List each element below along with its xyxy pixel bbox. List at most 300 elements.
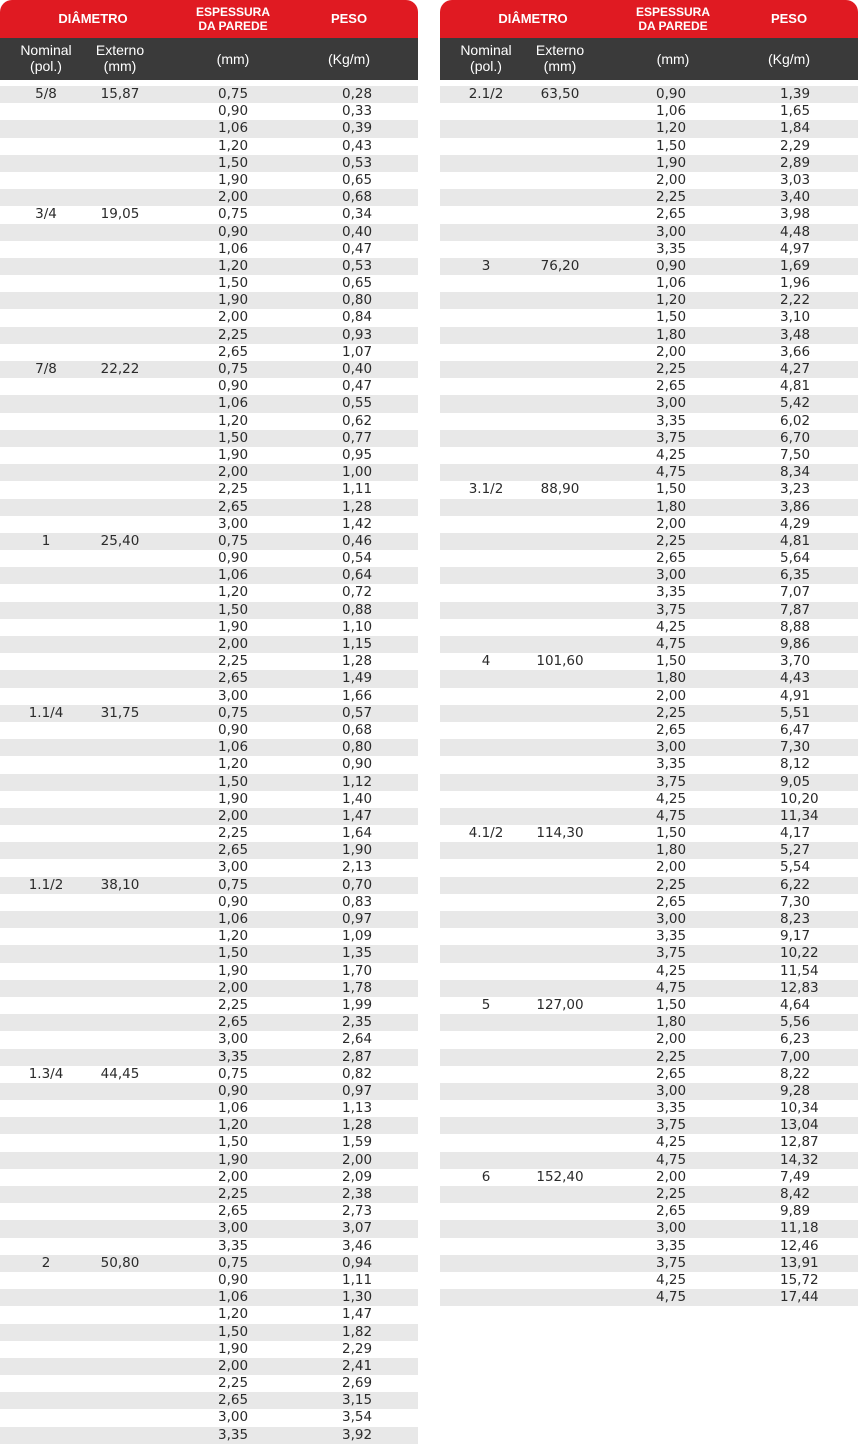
- peso-cell: 1,30: [342, 1289, 373, 1306]
- nominal-cell: 1.3/4: [28, 1065, 64, 1082]
- table-row: [0, 774, 418, 791]
- header-externo-label: Externo: [535, 42, 585, 58]
- table-row: [440, 447, 858, 464]
- peso-cell: 0,97: [342, 1082, 373, 1099]
- peso-cell: 1,40: [342, 790, 373, 807]
- table-row: [440, 945, 858, 962]
- header-espessura-line1: ESPESSURA: [195, 5, 271, 19]
- peso-cell: 1,99: [342, 996, 373, 1013]
- table-row: [0, 670, 418, 687]
- espessura-cell: 1,50: [218, 945, 249, 962]
- peso-cell: 1,69: [780, 257, 811, 274]
- peso-cell: 6,02: [780, 412, 811, 429]
- table-row: [440, 670, 858, 687]
- table-row: [440, 1083, 858, 1100]
- peso-cell: 1,15: [342, 636, 373, 652]
- peso-cell: 1,82: [342, 1323, 373, 1340]
- peso-cell: 7,30: [780, 893, 811, 910]
- espessura-cell: 1,20: [218, 137, 249, 154]
- table-row: [440, 653, 858, 670]
- peso-cell: 1,90: [342, 842, 373, 859]
- espessura-cell: 1,20: [218, 928, 249, 945]
- peso-cell: 1,10: [342, 618, 373, 635]
- espessura-cell: 0,90: [218, 103, 249, 120]
- espessura-cell: 3,00: [656, 911, 687, 927]
- espessura-cell: 1,06: [218, 567, 249, 584]
- table-row: [0, 636, 418, 653]
- peso-cell: 1,28: [342, 653, 373, 670]
- table-row: [440, 550, 858, 567]
- table-row: [0, 292, 418, 309]
- table-row: [440, 1272, 858, 1289]
- table-row: [0, 877, 418, 894]
- peso-cell: 13,91: [780, 1254, 819, 1271]
- table-row: [0, 1409, 418, 1426]
- peso-cell: 6,70: [780, 429, 811, 446]
- externo-cell: 50,80: [100, 1254, 140, 1271]
- espessura-cell: 0,75: [218, 361, 249, 377]
- table-row: [0, 602, 418, 619]
- espessura-cell: 2,00: [218, 309, 249, 326]
- table-row: [0, 550, 418, 567]
- espessura-cell: 2,00: [218, 1168, 249, 1185]
- espessura-cell: 1,80: [656, 842, 687, 859]
- espessura-cell: 1,20: [218, 1306, 249, 1323]
- table-row: [440, 275, 858, 292]
- espessura-cell: 4,25: [656, 618, 687, 635]
- espessura-cell: 1,20: [656, 292, 687, 309]
- peso-cell: 9,17: [780, 928, 811, 945]
- externo-cell: 44,45: [100, 1065, 140, 1082]
- header-nominal-unit: (pol.): [470, 58, 502, 74]
- table-row: [440, 172, 858, 189]
- table-row: [440, 344, 858, 361]
- peso-cell: 3,92: [342, 1426, 373, 1443]
- espessura-cell: 1,06: [218, 240, 249, 257]
- espessura-cell: 2,65: [218, 842, 249, 859]
- espessura-cell: 2,00: [656, 687, 687, 704]
- peso-cell: 0,94: [342, 1254, 373, 1271]
- table-row: [440, 206, 858, 223]
- peso-cell: 10,34: [780, 1100, 819, 1117]
- espessura-cell: 2,00: [656, 171, 687, 188]
- externo-cell: 63,50: [540, 86, 580, 102]
- table-row: [440, 481, 858, 498]
- table-row: [0, 1375, 418, 1392]
- table-row: [0, 1324, 418, 1341]
- table-body-right: [440, 86, 858, 1306]
- externo-cell: 114,30: [536, 825, 584, 842]
- table-row: [0, 842, 418, 859]
- table-row: [0, 619, 418, 636]
- pipe-table-right: [440, 0, 858, 1306]
- externo-cell: 25,40: [100, 532, 140, 549]
- espessura-cell: 2,00: [656, 1168, 687, 1185]
- espessura-cell: 2,25: [218, 825, 249, 842]
- espessura-cell: 1,06: [218, 911, 249, 927]
- espessura-cell: 0,90: [218, 1271, 249, 1288]
- espessura-cell: 3,00: [656, 567, 687, 584]
- table-row: [440, 825, 858, 842]
- espessura-cell: 2,65: [218, 498, 249, 515]
- header-peso: PESO: [330, 11, 368, 26]
- peso-cell: 0,70: [342, 876, 373, 893]
- table-header-units: [440, 38, 858, 80]
- espessura-cell: 4,25: [656, 446, 687, 463]
- espessura-cell: 3,75: [656, 773, 687, 790]
- table-row: [0, 189, 418, 206]
- table-row: [440, 189, 858, 206]
- peso-cell: 0,40: [342, 223, 373, 240]
- espessura-cell: 3,35: [656, 928, 687, 945]
- peso-cell: 15,72: [780, 1271, 819, 1288]
- table-row: [0, 413, 418, 430]
- espessura-cell: 1,50: [218, 154, 249, 171]
- table-row: [0, 739, 418, 756]
- espessura-cell: 1,80: [656, 670, 687, 687]
- table-row: [440, 808, 858, 825]
- table-header-primary: [0, 0, 418, 38]
- espessura-cell: 2,25: [218, 326, 249, 343]
- espessura-cell: 4,25: [656, 1134, 687, 1151]
- espessura-cell: 3,00: [656, 1082, 687, 1099]
- espessura-cell: 2,25: [218, 996, 249, 1013]
- espessura-cell: 0,90: [218, 893, 249, 910]
- table-row: [0, 653, 418, 670]
- table-row: [0, 1220, 418, 1237]
- espessura-cell: 1,50: [218, 1134, 249, 1151]
- espessura-cell: 1,50: [218, 773, 249, 790]
- espessura-cell: 2,25: [656, 876, 687, 893]
- pipe-table-left: [0, 0, 418, 1444]
- espessura-cell: 2,00: [218, 636, 249, 652]
- table-row: [440, 516, 858, 533]
- table-row: [0, 567, 418, 584]
- table-row: [0, 344, 418, 361]
- espessura-cell: 1,06: [218, 1289, 249, 1306]
- table-row: [0, 120, 418, 137]
- peso-cell: 0,72: [342, 584, 373, 601]
- espessura-cell: 1,90: [218, 962, 249, 979]
- peso-cell: 1,39: [780, 86, 811, 102]
- peso-cell: 0,68: [342, 721, 373, 738]
- peso-cell: 3,70: [780, 653, 811, 670]
- espessura-cell: 1,90: [218, 618, 249, 635]
- table-body-left: [0, 86, 418, 1444]
- peso-cell: 0,82: [342, 1065, 373, 1082]
- espessura-cell: 1,80: [656, 326, 687, 343]
- peso-cell: 1,13: [342, 1100, 373, 1117]
- nominal-cell: 1.1/2: [28, 876, 64, 893]
- peso-cell: 0,55: [342, 395, 373, 412]
- espessura-cell: 0,90: [656, 86, 687, 102]
- header-espessura: [626, 5, 720, 33]
- table-row: [0, 756, 418, 773]
- header-peso: PESO: [770, 11, 808, 26]
- peso-cell: 0,47: [342, 240, 373, 257]
- peso-cell: 7,00: [780, 1048, 811, 1065]
- peso-cell: 0,39: [342, 120, 373, 137]
- espessura-cell: 2,65: [218, 670, 249, 687]
- table-row: [0, 1152, 418, 1169]
- peso-cell: 17,44: [780, 1289, 819, 1306]
- nominal-cell: 4.1/2: [468, 825, 504, 842]
- espessura-cell: 4,75: [656, 636, 687, 652]
- peso-cell: 8,22: [780, 1065, 811, 1082]
- table-row: [0, 1083, 418, 1100]
- table-row: [440, 120, 858, 137]
- espessura-cell: 4,25: [656, 790, 687, 807]
- nominal-cell: 6: [481, 1168, 491, 1185]
- espessura-cell: 3,35: [218, 1048, 249, 1065]
- espessura-cell: 2,65: [656, 1065, 687, 1082]
- table-row: [440, 567, 858, 584]
- peso-cell: 4,64: [780, 996, 811, 1013]
- table-row: [0, 1031, 418, 1048]
- table-row: [440, 1014, 858, 1031]
- espessura-cell: 1,20: [218, 756, 249, 773]
- espessura-cell: 0,75: [218, 876, 249, 893]
- peso-cell: 2,29: [780, 137, 811, 154]
- peso-cell: 0,80: [342, 292, 373, 309]
- table-row: [0, 945, 418, 962]
- table-row: [0, 155, 418, 172]
- table-row: [440, 791, 858, 808]
- espessura-cell: 3,00: [218, 859, 249, 876]
- espessura-cell: 3,35: [218, 1237, 249, 1254]
- peso-cell: 3,66: [780, 343, 811, 360]
- peso-cell: 5,64: [780, 550, 811, 567]
- peso-cell: 3,98: [780, 206, 811, 223]
- table-row: [0, 481, 418, 498]
- peso-cell: 0,97: [342, 911, 373, 927]
- peso-cell: 11,54: [780, 962, 819, 979]
- peso-cell: 0,53: [342, 257, 373, 274]
- espessura-cell: 3,35: [656, 1237, 687, 1254]
- nominal-cell: 2.1/2: [468, 86, 504, 102]
- table-row: [0, 1306, 418, 1323]
- espessura-cell: 1,06: [218, 739, 249, 756]
- espessura-cell: 3,75: [656, 1117, 687, 1134]
- espessura-cell: 2,65: [656, 1203, 687, 1220]
- table-row: [440, 533, 858, 550]
- peso-cell: 3,54: [342, 1409, 373, 1426]
- table-row: [0, 1289, 418, 1306]
- peso-cell: 3,48: [780, 326, 811, 343]
- header-nominal-label: Nominal: [20, 42, 72, 58]
- table-row: [440, 963, 858, 980]
- table-row: [440, 1100, 858, 1117]
- peso-cell: 0,46: [342, 532, 373, 549]
- peso-cell: 1,42: [342, 515, 373, 532]
- peso-cell: 2,38: [342, 1186, 373, 1202]
- peso-cell: 0,84: [342, 309, 373, 326]
- espessura-cell: 0,75: [218, 1254, 249, 1271]
- espessura-cell: 2,00: [656, 1031, 687, 1048]
- table-row: [440, 842, 858, 859]
- table-row: [0, 138, 418, 155]
- table-row: [440, 928, 858, 945]
- peso-cell: 0,47: [342, 378, 373, 395]
- nominal-cell: 4: [481, 653, 491, 670]
- table-row: [0, 1117, 418, 1134]
- peso-cell: 1,66: [342, 687, 373, 704]
- table-row: [0, 928, 418, 945]
- espessura-cell: 1,20: [218, 584, 249, 601]
- espessura-cell: 4,25: [656, 1271, 687, 1288]
- peso-cell: 0,28: [342, 86, 373, 102]
- table-row: [0, 103, 418, 120]
- nominal-cell: 5/8: [35, 86, 57, 102]
- espessura-cell: 4,75: [656, 979, 687, 996]
- peso-cell: 1,47: [342, 1306, 373, 1323]
- table-row: [440, 911, 858, 928]
- externo-cell: 101,60: [536, 653, 584, 670]
- peso-cell: 5,42: [780, 395, 811, 412]
- nominal-cell: 5: [481, 996, 491, 1013]
- peso-cell: 11,34: [780, 807, 819, 824]
- nominal-cell: 2: [41, 1254, 51, 1271]
- table-row: [0, 241, 418, 258]
- peso-cell: 0,53: [342, 154, 373, 171]
- peso-cell: 1,84: [780, 120, 811, 137]
- table-row: [0, 258, 418, 275]
- peso-cell: 9,28: [780, 1082, 811, 1099]
- table-row: [440, 774, 858, 791]
- peso-cell: 3,03: [780, 171, 811, 188]
- peso-cell: 6,22: [780, 876, 811, 893]
- table-row: [0, 224, 418, 241]
- table-row: [440, 739, 858, 756]
- espessura-cell: 2,00: [218, 807, 249, 824]
- peso-cell: 1,12: [342, 773, 373, 790]
- table-row: [0, 1272, 418, 1289]
- espessura-cell: 2,00: [656, 515, 687, 532]
- table-row: [0, 808, 418, 825]
- table-row: [440, 1203, 858, 1220]
- table-row: [440, 1255, 858, 1272]
- table-row: [0, 791, 418, 808]
- espessura-cell: 3,35: [656, 240, 687, 257]
- espessura-cell: 2,00: [218, 979, 249, 996]
- espessura-cell: 1,90: [656, 154, 687, 171]
- peso-cell: 8,34: [780, 464, 811, 481]
- peso-cell: 1,65: [780, 103, 811, 120]
- table-header-units: [0, 38, 418, 80]
- table-row: [440, 155, 858, 172]
- header-nominal-unit: (pol.): [30, 58, 62, 74]
- table-row: [440, 395, 858, 412]
- table-row: [440, 361, 858, 378]
- espessura-cell: 4,25: [656, 962, 687, 979]
- table-row: [440, 688, 858, 705]
- table-row: [0, 980, 418, 997]
- nominal-cell: 3: [481, 257, 491, 274]
- table-row: [0, 86, 418, 103]
- externo-cell: 15,87: [100, 86, 140, 102]
- table-row: [440, 602, 858, 619]
- espessura-cell: 1,90: [218, 1340, 249, 1357]
- peso-cell: 1,96: [780, 275, 811, 292]
- peso-cell: 5,54: [780, 859, 811, 876]
- peso-cell: 13,04: [780, 1117, 819, 1134]
- table-row: [440, 103, 858, 120]
- peso-cell: 0,95: [342, 446, 373, 463]
- header-diametro: DIÂMETRO: [58, 11, 128, 26]
- table-row: [440, 1066, 858, 1083]
- espessura-cell: 1,80: [656, 498, 687, 515]
- peso-cell: 1,07: [342, 343, 373, 360]
- table-row: [440, 705, 858, 722]
- espessura-cell: 3,35: [656, 1100, 687, 1117]
- peso-cell: 0,68: [342, 189, 373, 206]
- espessura-cell: 0,90: [656, 257, 687, 274]
- peso-cell: 4,81: [780, 532, 811, 549]
- peso-cell: 3,10: [780, 309, 811, 326]
- table-row: [0, 1341, 418, 1358]
- table-row: [0, 361, 418, 378]
- espessura-cell: 2,25: [656, 704, 687, 721]
- header-peso-unit: (Kg/m): [328, 51, 370, 67]
- table-row: [440, 997, 858, 1014]
- peso-cell: 6,47: [780, 721, 811, 738]
- peso-cell: 12,83: [780, 979, 819, 996]
- peso-cell: 4,91: [780, 687, 811, 704]
- peso-cell: 0,65: [342, 171, 373, 188]
- espessura-cell: 2,25: [218, 1186, 249, 1202]
- espessura-cell: 2,65: [656, 893, 687, 910]
- peso-cell: 5,56: [780, 1014, 811, 1031]
- externo-cell: 76,20: [540, 257, 580, 274]
- peso-cell: 8,23: [780, 911, 811, 927]
- table-row: [0, 430, 418, 447]
- nominal-cell: 1.1/4: [28, 704, 64, 721]
- espessura-cell: 0,75: [218, 704, 249, 721]
- espessura-cell: 2,65: [218, 343, 249, 360]
- peso-cell: 1,11: [342, 481, 373, 498]
- peso-cell: 0,43: [342, 137, 373, 154]
- table-row: [440, 756, 858, 773]
- header-espessura-line2: DA PAREDE: [638, 19, 708, 33]
- table-row: [440, 292, 858, 309]
- table-row: [440, 1152, 858, 1169]
- nominal-cell: 1: [41, 532, 51, 549]
- header-externo-label: Externo: [95, 42, 145, 58]
- peso-cell: 7,49: [780, 1168, 811, 1185]
- header-espessura-line1: ESPESSURA: [635, 5, 711, 19]
- espessura-cell: 1,90: [218, 171, 249, 188]
- table-row: [0, 1392, 418, 1409]
- peso-cell: 0,54: [342, 550, 373, 567]
- peso-cell: 9,05: [780, 773, 811, 790]
- table-row: [0, 1014, 418, 1031]
- espessura-cell: 1,20: [218, 257, 249, 274]
- table-row: [0, 1203, 418, 1220]
- espessura-cell: 3,00: [656, 1220, 687, 1237]
- espessura-cell: 1,20: [218, 412, 249, 429]
- table-row: [0, 516, 418, 533]
- peso-cell: 3,15: [342, 1392, 373, 1409]
- peso-cell: 2,09: [342, 1168, 373, 1185]
- peso-cell: 1,09: [342, 928, 373, 945]
- peso-cell: 6,35: [780, 567, 811, 584]
- peso-cell: 2,41: [342, 1357, 373, 1374]
- peso-cell: 14,32: [780, 1151, 819, 1168]
- peso-cell: 1,59: [342, 1134, 373, 1151]
- espessura-cell: 2,25: [656, 532, 687, 549]
- espessura-cell: 3,00: [218, 1031, 249, 1048]
- peso-cell: 2,13: [342, 859, 373, 876]
